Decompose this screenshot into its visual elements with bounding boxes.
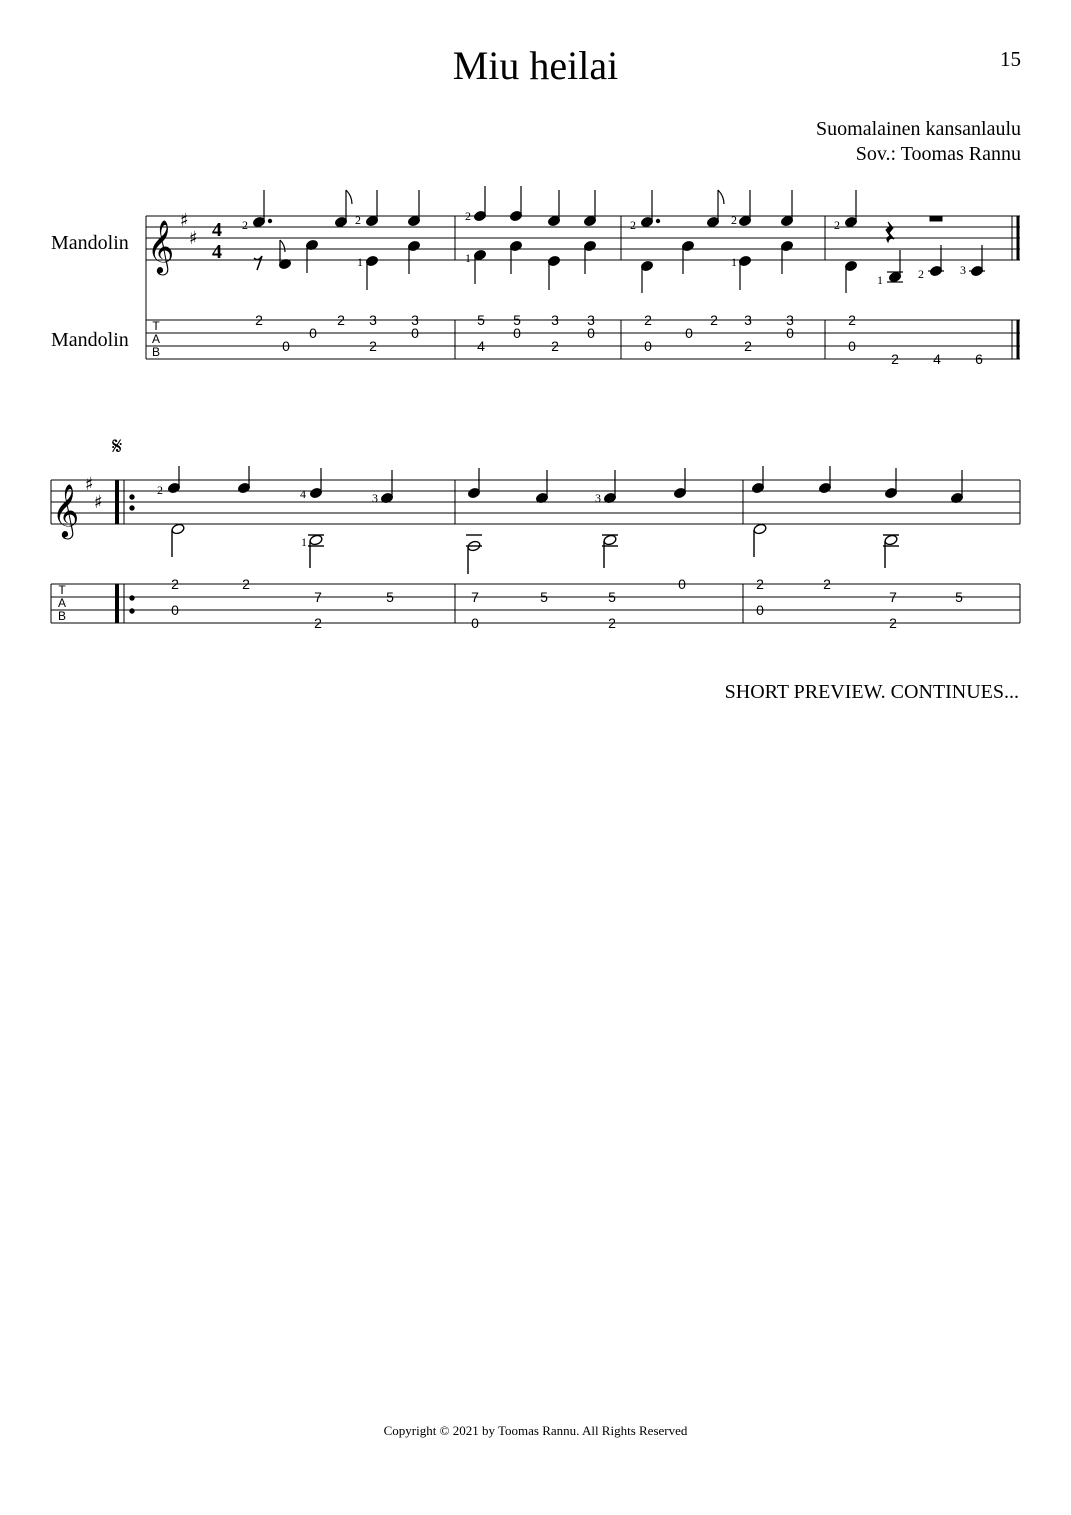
fingering-label: 2	[242, 218, 248, 232]
tab-fret: 2	[848, 312, 856, 328]
tab-fret: 2	[551, 338, 559, 354]
tab-fret: 0	[678, 576, 686, 592]
fingering-label: 2	[834, 218, 840, 232]
tab-lines	[146, 320, 1020, 359]
fingering-label: 2	[157, 483, 163, 497]
tab-fret: 0	[848, 338, 856, 354]
tab-fret: 0	[685, 325, 693, 341]
tab-fret: 2	[337, 312, 345, 328]
tab-fret: 2	[314, 615, 322, 631]
tab-fret: 0	[513, 325, 521, 341]
tab-fret: 2	[756, 576, 764, 592]
fingerings-sys2	[157, 483, 601, 549]
tab-fret: 0	[309, 325, 317, 341]
tab-clef-b: B	[57, 609, 67, 623]
fingering-label: 1	[357, 255, 363, 269]
tab-fret: 2	[171, 576, 179, 592]
svg-text:♯: ♯	[189, 228, 198, 249]
tab-clef-a: A	[151, 332, 161, 346]
tab-fret: 7	[889, 589, 897, 605]
fingering-label: 4	[300, 487, 306, 501]
tab-fret: 0	[587, 325, 595, 341]
tab-fret: 3	[786, 312, 794, 328]
fingering-label: 2	[918, 267, 924, 281]
fingering-label: 1	[301, 535, 307, 549]
fingering-label: 1	[877, 273, 883, 287]
fingering-label: 2	[731, 213, 737, 227]
barlines	[455, 216, 1012, 359]
tab-fret: 2	[369, 338, 377, 354]
copyright-notice: Copyright © 2021 by Toomas Rannu. All Rights Reserved	[383, 1423, 688, 1438]
tab-fret: 3	[369, 312, 377, 328]
tab-fret: 7	[471, 589, 479, 605]
fingering-label: 2	[465, 209, 471, 223]
tab-fret: 2	[889, 615, 897, 631]
notes-voice-upper-sys1	[252, 186, 857, 228]
tab-fret: 2	[744, 338, 752, 354]
fingering-label: 2	[630, 218, 636, 232]
tab-fret: 0	[644, 338, 652, 354]
tab-clef-t: T	[58, 583, 66, 597]
fingering-label: 1	[465, 251, 471, 265]
arranger: Sov.: Toomas Rannu	[855, 143, 1021, 165]
tab-clef-b: B	[151, 345, 161, 359]
time-signature	[212, 219, 222, 263]
instrument-label-tab: Mandolin	[51, 329, 129, 351]
tab-fret: 5	[513, 312, 521, 328]
fingering-label: 1	[731, 255, 737, 269]
tab-clef-a: A	[57, 596, 67, 610]
time-signature-top: 4	[212, 219, 222, 241]
tab-fret: 5	[608, 589, 616, 605]
staff-lines	[51, 480, 1020, 524]
tab-fret: 2	[891, 351, 899, 367]
tab-fret: 2	[255, 312, 263, 328]
tab-fret: 0	[786, 325, 794, 341]
tab-fret: 0	[171, 602, 179, 618]
tab-fret: 5	[477, 312, 485, 328]
tab-fret: 2	[823, 576, 831, 592]
tab-clef	[152, 319, 160, 359]
tab-fret: 6	[975, 351, 983, 367]
eighth-rest-icon	[254, 256, 262, 270]
composer-origin: Suomalainen kansanlaulu	[816, 118, 1021, 140]
time-signature-bottom: 4	[212, 241, 222, 263]
repeat-start-icon	[117, 480, 134, 623]
tab-lines	[51, 584, 1020, 623]
tab-fret: 3	[744, 312, 752, 328]
quarter-rest-icon	[886, 222, 894, 242]
svg-text:♯: ♯	[180, 210, 189, 231]
tab-fret: 2	[608, 615, 616, 631]
svg-text:♯: ♯	[85, 474, 94, 495]
tab-fret: 0	[471, 615, 479, 631]
fingering-label: 3	[372, 491, 378, 505]
treble-clef-icon: 𝄞	[52, 483, 80, 537]
tab-fret: 2	[710, 312, 718, 328]
tab-fret: 2	[644, 312, 652, 328]
fingering-label: 3	[960, 263, 966, 277]
system-2	[51, 480, 1020, 623]
tab-fret: 4	[477, 338, 485, 354]
tab-fret: 3	[551, 312, 559, 328]
tab-fret: 4	[933, 351, 941, 367]
page-number: 15	[1000, 47, 1021, 71]
preview-notice: SHORT PREVIEW. CONTINUES...	[724, 681, 1019, 703]
tab-fret: 3	[411, 312, 419, 328]
fingering-label: 2	[355, 213, 361, 227]
tab-fret: 7	[314, 589, 322, 605]
tab-clef	[58, 583, 66, 623]
fingering-label: 3	[595, 491, 601, 505]
tab-fret: 5	[955, 589, 963, 605]
tab-fret: 0	[282, 338, 290, 354]
tab-fret: 5	[540, 589, 548, 605]
half-rest-icon	[930, 216, 942, 221]
instrument-label-staff: Mandolin	[51, 232, 129, 254]
tab-fret: 5	[386, 589, 394, 605]
tab-fret: 3	[587, 312, 595, 328]
fingerings-sys1	[242, 209, 966, 287]
tab-fret: 0	[756, 602, 764, 618]
notes-voice-lower-sys2	[171, 523, 899, 574]
song-title: Miu heilai	[452, 43, 619, 88]
segno-icon: 𝄋	[112, 432, 123, 460]
notes-voice-upper-sys2	[167, 466, 963, 504]
tab-fret: 0	[411, 325, 419, 341]
treble-clef-icon: 𝄞	[147, 219, 175, 273]
tab-clef-t: T	[152, 319, 160, 333]
svg-text:♯: ♯	[94, 492, 103, 513]
tab-fret: 2	[242, 576, 250, 592]
